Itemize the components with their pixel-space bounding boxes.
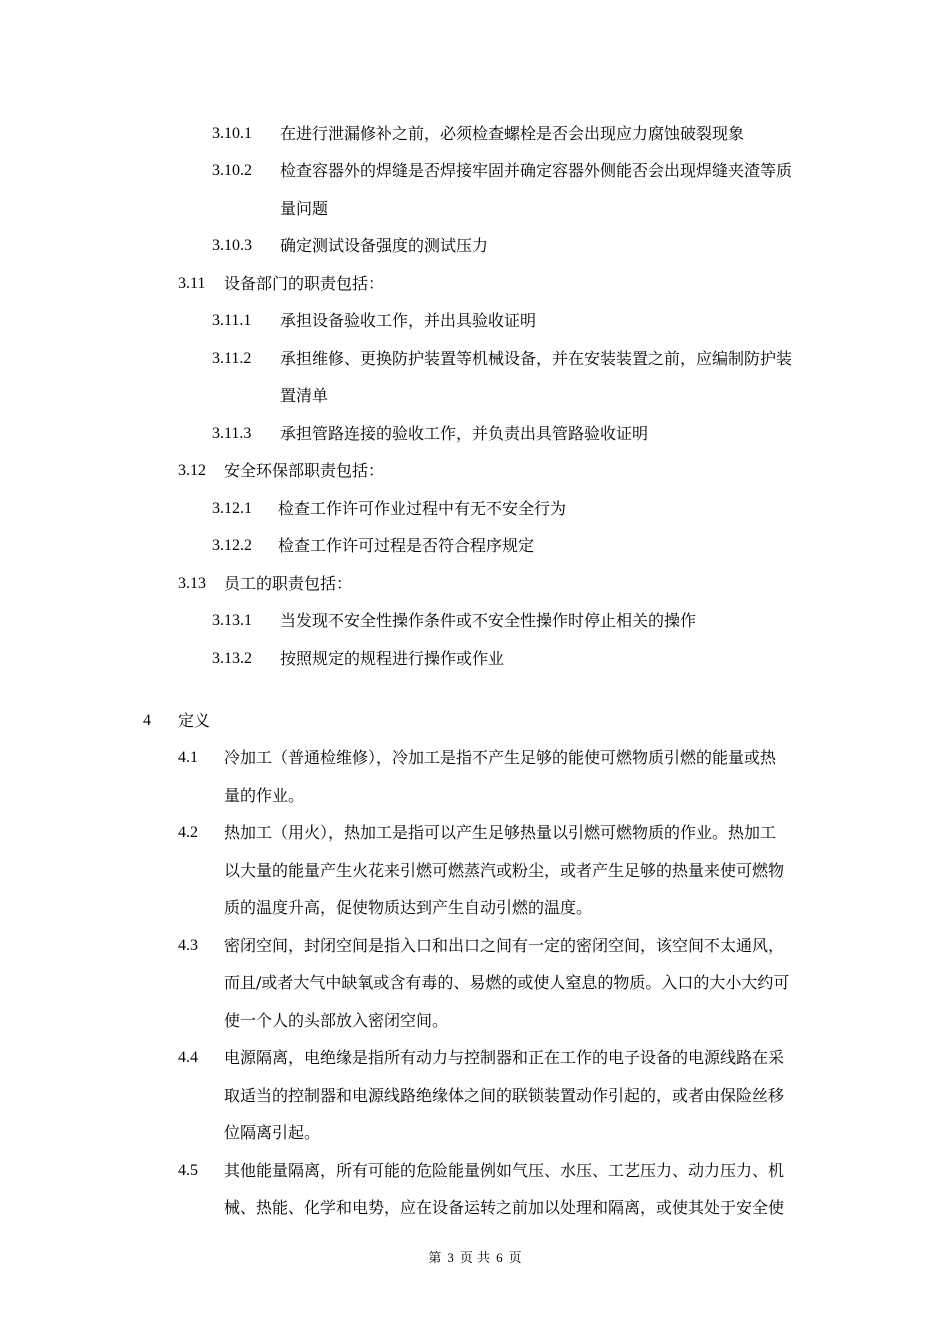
section-number: 4.3 (178, 937, 198, 954)
footer-total-pages: 6 (496, 1250, 503, 1265)
paragraph-line: 械、热能、化学和电势，应在设备运转之前加以处理和隔离，或使其处于安全使 (224, 1198, 785, 1217)
item-number: 3.10.3 (212, 237, 252, 254)
section-heading: 设备部门的职责包括： (224, 274, 385, 293)
paragraph-line: 位隔离引起。 (224, 1123, 321, 1142)
item-number: 3.13.2 (212, 650, 252, 667)
section-number: 4.2 (178, 824, 198, 841)
section-number: 4.5 (178, 1162, 198, 1179)
paragraph-line: 热加工（用火），热加工是指可以产生足够热量以引燃可燃物质的作业。热加工 (224, 823, 777, 842)
chapter-number: 4 (143, 712, 151, 729)
item-text: 当发现不安全性操作条件或不安全性操作时停止相关的操作 (280, 611, 697, 630)
item-number: 3.13.1 (212, 612, 252, 629)
paragraph-line: 质的温度升高，促使物质达到产生自动引燃的温度。 (224, 898, 593, 917)
footer-suffix: 页 (508, 1251, 522, 1266)
item-number: 3.12.1 (212, 500, 252, 517)
section-number: 4.4 (178, 1049, 198, 1066)
item-text: 承担管路连接的验收工作，并负责出具管路验收证明 (280, 424, 649, 443)
paragraph-line: 量的作业。 (224, 786, 305, 805)
item-text: 按照规定的规程进行操作或作业 (280, 649, 505, 668)
item-text: 量问题 (280, 199, 329, 218)
paragraph-line: 使一个人的头部放入密闭空间。 (224, 1011, 449, 1030)
item-text: 在进行泄漏修补之前，必须检查螺栓是否会出现应力腐蚀破裂现象 (280, 124, 745, 143)
page-footer (0, 1249, 950, 1268)
item-text: 置清单 (280, 386, 329, 405)
section-number: 3.12 (178, 462, 206, 479)
section-number: 4.1 (178, 749, 198, 766)
footer-current-page: 3 (447, 1250, 454, 1265)
item-text: 检查容器外的焊缝是否焊接牢固并确定容器外侧能否会出现焊缝夹渣等质 (280, 161, 793, 180)
paragraph-line: 而且/或者大气中缺氧或含有毒的、易燃的或使人窒息的物质。入口的大小大约可 (224, 973, 790, 992)
paragraph-line: 其他能量隔离，所有可能的危险能量例如气压、水压、工艺压力、动力压力、机 (224, 1161, 785, 1180)
paragraph-line: 电源隔离，电绝缘是指所有动力与控制器和正在工作的电子设备的电源线路在采 (224, 1048, 785, 1067)
footer-prefix: 第 (428, 1251, 442, 1266)
section-number: 3.11 (178, 275, 206, 292)
section-number: 3.13 (178, 575, 206, 592)
paragraph-line: 密闭空间，封闭空间是指入口和出口之间有一定的密闭空间，该空间不太通风， (224, 936, 785, 955)
paragraph-line: 冷加工（普通检维修），冷加工是指不产生足够的能使可燃物质引燃的能量或热 (224, 748, 777, 767)
paragraph-line: 以大量的能量产生火花来引燃可燃蒸汽或粉尘，或者产生足够的热量来使可燃物 (224, 861, 785, 880)
item-number: 3.11.2 (212, 350, 252, 367)
item-text: 确定测试设备强度的测试压力 (280, 236, 489, 255)
paragraph-line: 取适当的控制器和电源线路绝缘体之间的联锁装置动作引起的，或者由保险丝移 (224, 1086, 785, 1105)
section-heading: 员工的职责包括： (224, 574, 353, 593)
item-text: 承担维修、更换防护装置等机械设备，并在安装装置之前，应编制防护装 (280, 349, 793, 368)
item-number: 3.11.1 (212, 312, 252, 329)
item-number: 3.10.1 (212, 125, 252, 142)
footer-middle: 页 共 (459, 1251, 491, 1266)
item-text: 承担设备验收工作，并出具验收证明 (280, 311, 537, 330)
item-number: 3.12.2 (212, 537, 252, 554)
item-number: 3.10.2 (212, 162, 252, 179)
item-text: 检查工作许可过程是否符合程序规定 (278, 536, 535, 555)
section-heading: 安全环保部职责包括： (224, 461, 385, 480)
item-text: 检查工作许可作业过程中有无不安全行为 (278, 499, 567, 518)
item-number: 3.11.3 (212, 425, 252, 442)
chapter-heading: 定义 (178, 711, 211, 730)
